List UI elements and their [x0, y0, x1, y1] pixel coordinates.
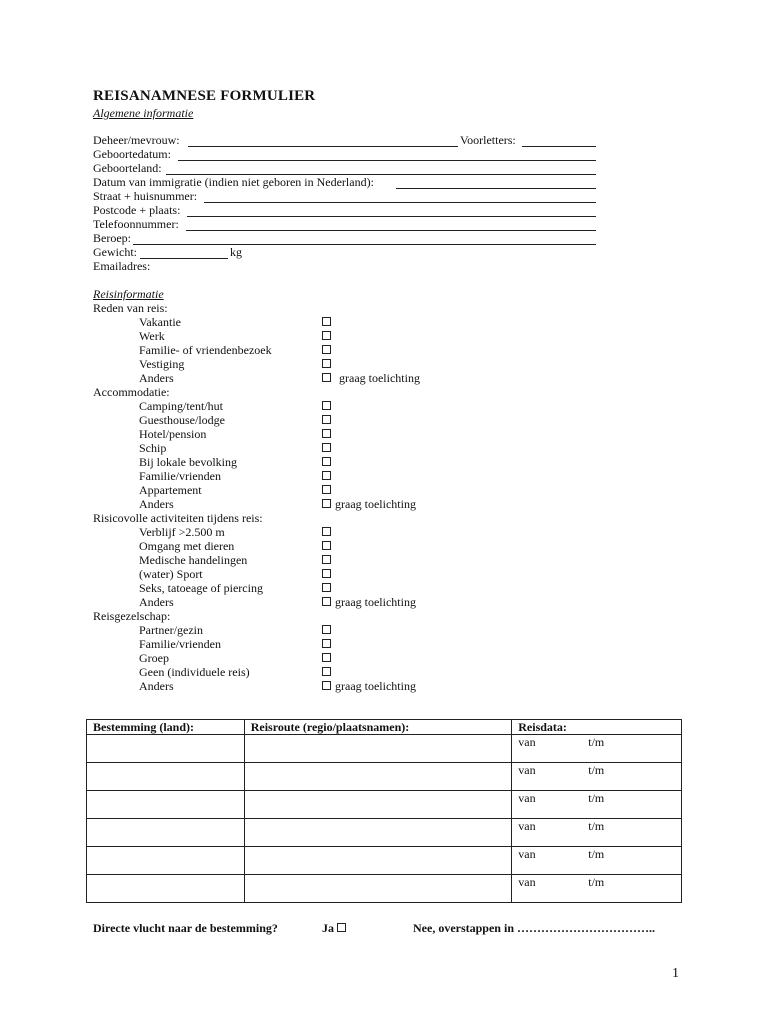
accommodation-checkbox[interactable] [322, 483, 336, 497]
column-header-destination: Bestemming (land): [87, 720, 245, 735]
destination-cell[interactable] [87, 847, 245, 875]
weight-unit: kg [230, 245, 242, 259]
checkbox-icon [322, 471, 331, 480]
weight-field[interactable] [140, 245, 228, 259]
until-label: t/m [588, 875, 605, 889]
column-header-dates: Reisdata: [512, 720, 682, 735]
email-label: Emailadres: [93, 259, 151, 273]
accommodation-checkbox[interactable] [322, 399, 336, 413]
job-field[interactable] [133, 231, 596, 245]
reason-option: Werk [139, 329, 165, 343]
table-row [87, 791, 682, 819]
company-checkbox[interactable] [322, 637, 336, 651]
direct-flight-no: Nee, overstappen in …………………………….. [413, 921, 655, 935]
until-label: t/m [588, 791, 605, 805]
form-title: REISANAMNESE FORMULIER [93, 88, 316, 104]
destination-cell[interactable] [87, 791, 245, 819]
table-header-row [87, 720, 682, 735]
accommodation-option: Familie/vrienden [139, 469, 221, 483]
checkbox-icon [322, 443, 331, 452]
destination-cell[interactable] [87, 735, 245, 763]
company-option: Anders [139, 679, 174, 693]
table-row [87, 875, 682, 903]
checkbox-icon [322, 583, 331, 592]
table-row [87, 763, 682, 791]
accommodation-checkbox[interactable] [322, 441, 336, 455]
explain-note: graag toelichting [335, 595, 416, 609]
checkbox-icon [322, 527, 331, 536]
job-label: Beroep: [93, 231, 131, 245]
accommodation-option: Bij lokale bevolking [139, 455, 237, 469]
route-cell[interactable] [244, 735, 512, 763]
weight-label: Gewicht: [93, 245, 137, 259]
reason-option: Familie- of vriendenbezoek [139, 343, 272, 357]
checkbox-icon [322, 401, 331, 410]
checkbox-icon [322, 415, 331, 424]
from-label: van [518, 763, 536, 777]
activities-checkbox[interactable] [322, 581, 336, 595]
activities-option: Verblijf >2.500 m [139, 525, 225, 539]
destination-cell[interactable] [87, 875, 245, 903]
checkbox-icon [322, 359, 331, 368]
explain-note: graag toelichting [335, 679, 416, 693]
checkbox-icon [322, 457, 331, 466]
until-label: t/m [588, 819, 605, 833]
route-cell[interactable] [244, 875, 512, 903]
immigration-field[interactable] [396, 175, 596, 189]
explain-note: graag toelichting [339, 371, 420, 385]
activities-label: Risicovolle activiteiten tijdens reis: [93, 511, 263, 525]
reason-checkbox[interactable] [322, 315, 336, 329]
company-checkbox[interactable] [322, 651, 336, 665]
dates-cell[interactable] [512, 819, 682, 847]
accommodation-option: Anders [139, 497, 174, 511]
checkbox-icon [322, 681, 331, 690]
table-row [87, 735, 682, 763]
route-cell[interactable] [244, 819, 512, 847]
phone-field[interactable] [186, 217, 596, 231]
company-checkbox[interactable] [322, 623, 336, 637]
destination-table [86, 719, 682, 903]
table-row [87, 847, 682, 875]
activities-checkbox[interactable] [322, 539, 336, 553]
checkbox-icon [322, 429, 331, 438]
section-travel-heading: Reisinformatie [93, 287, 164, 301]
name-label: Deheer/mevrouw: [93, 133, 180, 147]
reason-checkbox[interactable] [322, 329, 336, 343]
company-option: Familie/vrienden [139, 637, 221, 651]
checkbox-icon [322, 485, 331, 494]
direct-flight-yes[interactable] [322, 921, 351, 935]
from-label: van [518, 847, 536, 861]
activities-checkbox[interactable] [322, 595, 336, 609]
birthcountry-field[interactable] [166, 161, 596, 175]
reason-checkbox[interactable] [322, 371, 336, 385]
company-option: Geen (individuele reis) [139, 665, 250, 679]
checkbox-icon [322, 373, 331, 382]
route-cell[interactable] [244, 791, 512, 819]
yes-label: Ja [322, 921, 334, 935]
accommodation-label: Accommodatie: [93, 385, 170, 399]
name-field[interactable] [188, 133, 458, 147]
reason-option: Anders [139, 371, 174, 385]
checkbox-icon [322, 345, 331, 354]
accommodation-checkbox[interactable] [322, 413, 336, 427]
from-label: van [518, 791, 536, 805]
checkbox-icon [322, 667, 331, 676]
activities-checkbox[interactable] [322, 525, 336, 539]
dates-cell[interactable] [512, 791, 682, 819]
route-cell[interactable] [244, 847, 512, 875]
company-checkbox[interactable] [322, 679, 336, 693]
phone-label: Telefoonnummer: [93, 217, 179, 231]
initials-label: Voorletters: [460, 133, 516, 147]
company-option: Groep [139, 651, 169, 665]
activities-option: Medische handelingen [139, 553, 248, 567]
accommodation-option: Hotel/pension [139, 427, 207, 441]
dates-cell[interactable] [512, 847, 682, 875]
accommodation-option: Camping/tent/hut [139, 399, 223, 413]
birthcountry-label: Geboorteland: [93, 161, 162, 175]
dates-cell[interactable] [512, 763, 682, 791]
from-label: van [518, 735, 536, 749]
checkbox-icon [322, 499, 331, 508]
reason-checkbox[interactable] [322, 343, 336, 357]
company-checkbox[interactable] [322, 665, 336, 679]
activities-option: Anders [139, 595, 174, 609]
birthdate-label: Geboortedatum: [93, 147, 171, 161]
accommodation-checkbox[interactable] [322, 469, 336, 483]
from-label: van [518, 819, 536, 833]
birthdate-field[interactable] [178, 147, 596, 161]
reason-option: Vestiging [139, 357, 185, 371]
section-general-heading: Algemene informatie [93, 106, 194, 120]
until-label: t/m [588, 735, 605, 749]
reason-checkbox[interactable] [322, 357, 336, 371]
checkbox-icon [322, 653, 331, 662]
table-row [87, 819, 682, 847]
reason-label: Reden van reis: [93, 301, 168, 315]
accommodation-option: Schip [139, 441, 167, 455]
activities-option: (water) Sport [139, 567, 203, 581]
checkbox-icon [337, 923, 346, 932]
initials-field[interactable] [522, 133, 596, 147]
route-cell[interactable] [244, 763, 512, 791]
destination-cell[interactable] [87, 763, 245, 791]
from-label: van [518, 875, 536, 889]
accommodation-option: Guesthouse/lodge [139, 413, 225, 427]
page-number: 1 [672, 966, 679, 981]
checkbox-icon [322, 555, 331, 564]
explain-note: graag toelichting [335, 497, 416, 511]
accommodation-checkbox[interactable] [322, 427, 336, 441]
accommodation-checkbox[interactable] [322, 455, 336, 469]
dates-cell[interactable] [512, 735, 682, 763]
until-label: t/m [588, 847, 605, 861]
reason-option: Vakantie [139, 315, 181, 329]
checkbox-icon [322, 317, 331, 326]
street-label: Straat + huisnummer: [93, 189, 198, 203]
checkbox-icon [322, 541, 331, 550]
activities-checkbox[interactable] [322, 567, 336, 581]
postcode-field[interactable] [187, 203, 596, 217]
activities-option: Seks, tatoeage of piercing [139, 581, 263, 595]
checkbox-icon [322, 569, 331, 578]
activities-option: Omgang met dieren [139, 539, 235, 553]
company-label: Reisgezelschap: [93, 609, 171, 623]
checkbox-icon [322, 625, 331, 634]
postcode-label: Postcode + plaats: [93, 203, 181, 217]
accommodation-checkbox[interactable] [322, 497, 336, 511]
activities-checkbox[interactable] [322, 553, 336, 567]
street-field[interactable] [204, 189, 596, 203]
until-label: t/m [588, 763, 605, 777]
direct-flight-question: Directe vlucht naar de bestemming? [93, 921, 278, 935]
checkbox-icon [322, 639, 331, 648]
checkbox-icon [322, 331, 331, 340]
accommodation-option: Appartement [139, 483, 202, 497]
checkbox-icon [322, 597, 331, 606]
immigration-label: Datum van immigratie (indien niet geboren in Nederland): [93, 175, 374, 189]
destination-cell[interactable] [87, 819, 245, 847]
column-header-route: Reisroute (regio/plaatsnamen): [244, 720, 512, 735]
dates-cell[interactable] [512, 875, 682, 903]
company-option: Partner/gezin [139, 623, 203, 637]
